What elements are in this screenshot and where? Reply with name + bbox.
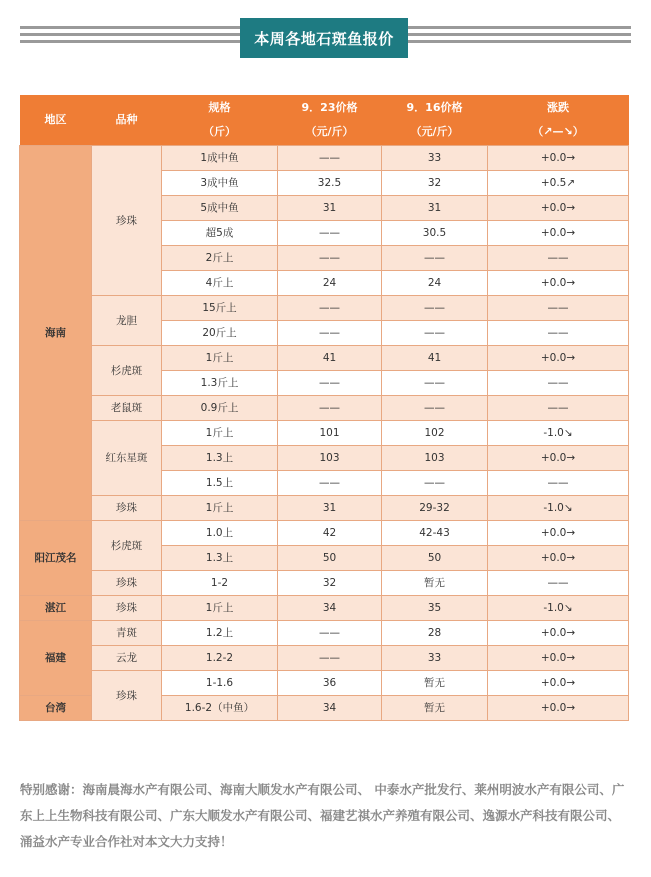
change-cell: —— <box>488 571 629 596</box>
price-new-cell: —— <box>278 296 382 321</box>
region-cell: 阳江茂名 <box>20 521 92 596</box>
price-old-cell: —— <box>382 471 488 496</box>
price-new-cell: 31 <box>278 196 382 221</box>
change-cell: +0.0→ <box>488 446 629 471</box>
region-cell: 台湾 <box>20 696 92 721</box>
table-row <box>20 646 629 671</box>
spec-cell: 1成中鱼 <box>162 146 278 171</box>
spec-cell: 0.9斤上 <box>162 396 278 421</box>
change-cell: -1.0↘ <box>488 496 629 521</box>
price-new-cell: 41 <box>278 346 382 371</box>
spec-cell: 1斤上 <box>162 421 278 446</box>
price-old-cell: 32 <box>382 171 488 196</box>
spec-cell: 1.3斤上 <box>162 371 278 396</box>
change-cell: +0.0→ <box>488 671 629 696</box>
spec-cell: 1.0上 <box>162 521 278 546</box>
species-cell: 龙胆 <box>92 296 162 346</box>
price-old-cell: 42-43 <box>382 521 488 546</box>
price-new-cell: —— <box>278 471 382 496</box>
price-new-cell: —— <box>278 221 382 246</box>
price-old-cell: —— <box>382 246 488 271</box>
table-row <box>20 521 629 546</box>
price-old-cell: 暂无 <box>382 671 488 696</box>
header-region: 地区 <box>20 95 92 146</box>
table-row <box>20 296 629 321</box>
price-new-cell: 31 <box>278 496 382 521</box>
price-new-cell: 36 <box>278 671 382 696</box>
spec-cell: 1斤上 <box>162 346 278 371</box>
species-cell: 青斑 <box>92 621 162 646</box>
species-cell: 老鼠斑 <box>92 396 162 421</box>
price-old-cell: 41 <box>382 346 488 371</box>
header-price-old: 9．16价格 （元/斤） <box>382 95 488 146</box>
header-spec: 规格 （斤） <box>162 95 278 146</box>
header-change: 涨跌 （↗—↘） <box>488 95 629 146</box>
price-old-cell: 29-32 <box>382 496 488 521</box>
price-old-cell: 24 <box>382 271 488 296</box>
change-cell: +0.0→ <box>488 196 629 221</box>
price-old-cell: 35 <box>382 596 488 621</box>
price-old-cell: 103 <box>382 446 488 471</box>
species-cell: 珍珠 <box>92 671 162 721</box>
change-cell: +0.0→ <box>488 221 629 246</box>
spec-cell: 1.3上 <box>162 446 278 471</box>
header-price-new: 9．23价格 （元/斤） <box>278 95 382 146</box>
spec-cell: 1.6-2（中鱼） <box>162 696 278 721</box>
change-cell: -1.0↘ <box>488 596 629 621</box>
table-row <box>20 421 629 446</box>
region-cell: 湛江 <box>20 596 92 621</box>
spec-cell: 15斤上 <box>162 296 278 321</box>
species-cell: 杉虎斑 <box>92 521 162 571</box>
spec-cell: 1-2 <box>162 571 278 596</box>
table-row <box>20 396 629 421</box>
spec-cell: 5成中鱼 <box>162 196 278 221</box>
price-old-cell: 30.5 <box>382 221 488 246</box>
change-cell: +0.0→ <box>488 621 629 646</box>
price-new-cell: —— <box>278 146 382 171</box>
spec-cell: 1-1.6 <box>162 671 278 696</box>
change-cell: +0.0→ <box>488 346 629 371</box>
price-old-cell: —— <box>382 396 488 421</box>
change-cell: —— <box>488 396 629 421</box>
price-old-cell: 28 <box>382 621 488 646</box>
price-old-cell: 暂无 <box>382 696 488 721</box>
price-old-cell: 31 <box>382 196 488 221</box>
spec-cell: 1斤上 <box>162 496 278 521</box>
species-cell: 云龙 <box>92 646 162 671</box>
change-cell: -1.0↘ <box>488 421 629 446</box>
table-row <box>20 671 629 696</box>
species-cell: 珍珠 <box>92 496 162 521</box>
table-row <box>20 146 629 171</box>
table-row <box>20 621 629 646</box>
spec-cell: 1斤上 <box>162 596 278 621</box>
change-cell: +0.0→ <box>488 546 629 571</box>
change-cell: +0.0→ <box>488 696 629 721</box>
price-new-cell: —— <box>278 246 382 271</box>
spec-cell: 1.2上 <box>162 621 278 646</box>
spec-cell: 4斤上 <box>162 271 278 296</box>
price-new-cell: 34 <box>278 696 382 721</box>
price-new-cell: 103 <box>278 446 382 471</box>
price-old-cell: 暂无 <box>382 571 488 596</box>
species-cell: 珍珠 <box>92 596 162 621</box>
change-cell: +0.0→ <box>488 521 629 546</box>
species-cell: 珍珠 <box>92 146 162 296</box>
price-new-cell: —— <box>278 396 382 421</box>
change-cell: —— <box>488 246 629 271</box>
spec-cell: 1.2-2 <box>162 646 278 671</box>
spec-cell: 3成中鱼 <box>162 171 278 196</box>
title-banner <box>0 18 651 58</box>
price-new-cell: 101 <box>278 421 382 446</box>
price-new-cell: —— <box>278 371 382 396</box>
region-cell: 福建 <box>20 621 92 696</box>
change-cell: —— <box>488 321 629 346</box>
spec-cell: 1.3上 <box>162 546 278 571</box>
header-species: 品种 <box>92 95 162 146</box>
price-old-cell: 33 <box>382 146 488 171</box>
table-row <box>20 596 629 621</box>
spec-cell: 超5成 <box>162 221 278 246</box>
page-title: 本周各地石斑鱼报价 <box>240 18 408 58</box>
table-header-row <box>20 95 629 146</box>
price-old-cell: 33 <box>382 646 488 671</box>
price-old-cell: 102 <box>382 421 488 446</box>
price-new-cell: 34 <box>278 596 382 621</box>
price-table <box>19 95 629 721</box>
change-cell: +0.0→ <box>488 146 629 171</box>
price-old-cell: —— <box>382 371 488 396</box>
price-new-cell: 32.5 <box>278 171 382 196</box>
change-cell: —— <box>488 471 629 496</box>
change-cell: +0.0→ <box>488 646 629 671</box>
spec-cell: 2斤上 <box>162 246 278 271</box>
table-row <box>20 496 629 521</box>
price-new-cell: 42 <box>278 521 382 546</box>
spec-cell: 1.5上 <box>162 471 278 496</box>
price-old-cell: 50 <box>382 546 488 571</box>
price-old-cell: —— <box>382 321 488 346</box>
price-new-cell: 24 <box>278 271 382 296</box>
table-row <box>20 346 629 371</box>
change-cell: +0.5↗ <box>488 171 629 196</box>
spec-cell: 20斤上 <box>162 321 278 346</box>
species-cell: 红东星斑 <box>92 421 162 496</box>
price-new-cell: —— <box>278 646 382 671</box>
species-cell: 杉虎斑 <box>92 346 162 396</box>
price-new-cell: 50 <box>278 546 382 571</box>
change-cell: —— <box>488 296 629 321</box>
price-new-cell: 32 <box>278 571 382 596</box>
table-row <box>20 571 629 596</box>
region-cell: 海南 <box>20 146 92 521</box>
acknowledgement-text: 特别感谢：海南晨海水产有限公司、海南大顺发水产有限公司、 中泰水产批发行、莱州明波水产有限公司、广东上上生物科技有限公司、广东大顺发水产有限公司、福建艺祺水产养殖有限公司、逸源水产科技有限公司、涌益水产专业合作社对本文大力支持！ <box>20 782 625 849</box>
price-new-cell: —— <box>278 321 382 346</box>
change-cell: +0.0→ <box>488 271 629 296</box>
price-new-cell: —— <box>278 621 382 646</box>
species-cell: 珍珠 <box>92 571 162 596</box>
price-old-cell: —— <box>382 296 488 321</box>
change-cell: —— <box>488 371 629 396</box>
